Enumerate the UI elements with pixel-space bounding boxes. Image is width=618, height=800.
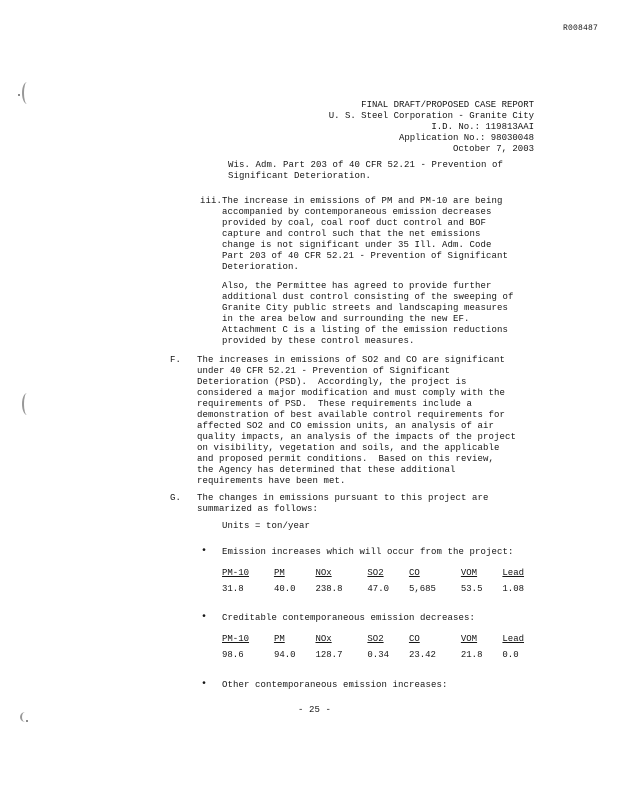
table1-value-pm10: 31.8 — [222, 583, 244, 594]
item-iii-marker: iii. — [200, 196, 223, 206]
table1-header-so2: SO2 — [367, 567, 384, 578]
table1-header-pm: PM — [273, 567, 285, 578]
table2-header-so2: SO2 — [367, 633, 384, 644]
table2-header-pm10: PM-10 — [222, 633, 250, 644]
table1-value-lead: 1.08 — [502, 583, 525, 594]
table1-value-pm: 40.0 — [273, 583, 296, 594]
scan-mark — [20, 712, 30, 722]
table2-value-pm10: 98.6 — [222, 649, 244, 660]
table1-value-nox: 238.8 — [315, 583, 343, 594]
bullet-icon: • — [201, 546, 208, 557]
item-g-marker: G. — [170, 493, 182, 503]
emission-increases-label: Emission increases which will occur from the project: — [222, 547, 514, 557]
item-g-text: The changes in emissions pursuant to this project are summarized as follows: — [197, 493, 489, 514]
table1-value-vom: 53.5 — [460, 583, 483, 594]
item-iii-text: The increase in emissions of PM and PM-10 are being accompanied by contemporaneous emission decreases provided by coal, coal roof duct control and BOF capture and control such that the net emissions change is not significant under 35 Ill. Adm. Code Part 203 of 40 CFR 52.21 - Prevention of Significant Deterioration. — [222, 196, 509, 272]
bullet-icon: • — [201, 612, 208, 623]
bullet-icon: • — [201, 679, 208, 690]
scan-speck — [18, 94, 20, 96]
creditable-decreases-table — [222, 630, 544, 662]
section-heading: Wis. Adm. Part 203 of 40 CFR 52.21 - Prevention of Significant Deterioration. — [228, 160, 504, 181]
report-header — [205, 100, 534, 155]
header-date: October 7, 2003 — [452, 144, 534, 154]
header-company: U. S. Steel Corporation - Granite City — [328, 111, 534, 121]
table2-header-pm: PM — [273, 633, 285, 644]
scan-speck — [26, 720, 28, 722]
table2-value-vom: 21.8 — [460, 649, 483, 660]
other-increases-label: Other contemporaneous emission increases: — [222, 680, 448, 690]
item-f-text: The increases in emissions of SO2 and CO are significant under 40 CFR 52.21 - Prevention of Significant Deterioration (PSD). Accordingly, the project is considered a major modification and must comply with the requirements of PSD. These requirements include a demonstration of best available control requirements for affected SO2 and CO emission units, an analysis of air quality impacts, an analysis of the impacts of the project on visibility, vegetation and soils, and the applicable and proposed permit conditions. Based on this review, the Agency has determined that these additional requirements have been met. — [197, 355, 517, 486]
table1-header-vom: VOM — [460, 567, 478, 578]
header-id-number: I.D. No.: 119813AAI — [431, 122, 534, 132]
document-id: R008487 — [562, 24, 598, 33]
table2-value-lead: 0.0 — [502, 649, 519, 660]
header-title: FINAL DRAFT/PROPOSED CASE REPORT — [361, 100, 534, 110]
table2-header-nox: NOx — [315, 633, 332, 644]
dust-control-paragraph: Also, the Permittee has agreed to provide further additional dust control consisting of the sweeping of Granite City public streets and landscaping measures in the area below and surrounding the new EF. Attachment C is a listing of the emission reductions provided by these control measures. — [222, 281, 514, 346]
table1-header-lead: Lead — [502, 567, 525, 578]
table2-value-pm: 94.0 — [273, 649, 296, 660]
scan-mark — [22, 82, 32, 104]
table1-value-so2: 47.0 — [367, 583, 390, 594]
units-label: Units = ton/year — [222, 521, 311, 531]
page-number: - 25 - — [298, 705, 332, 715]
table2-header-co: CO — [408, 633, 420, 644]
emission-increases-table — [222, 564, 544, 596]
table2-value-co: 23.42 — [408, 649, 436, 660]
table1-value-co: 5,685 — [408, 583, 436, 594]
scan-mark — [22, 393, 32, 415]
table2-value-so2: 0.34 — [367, 649, 390, 660]
creditable-decreases-label: Creditable contemporaneous emission decreases: — [222, 613, 476, 623]
table2-header-vom: VOM — [460, 633, 478, 644]
table2-value-nox: 128.7 — [315, 649, 343, 660]
table1-header-co: CO — [408, 567, 420, 578]
table2-header-lead: Lead — [502, 633, 525, 644]
item-f-marker: F. — [170, 355, 182, 365]
header-application-number: Application No.: 98030048 — [398, 133, 534, 143]
table1-header-pm10: PM-10 — [222, 567, 250, 578]
table1-header-nox: NOx — [315, 567, 332, 578]
